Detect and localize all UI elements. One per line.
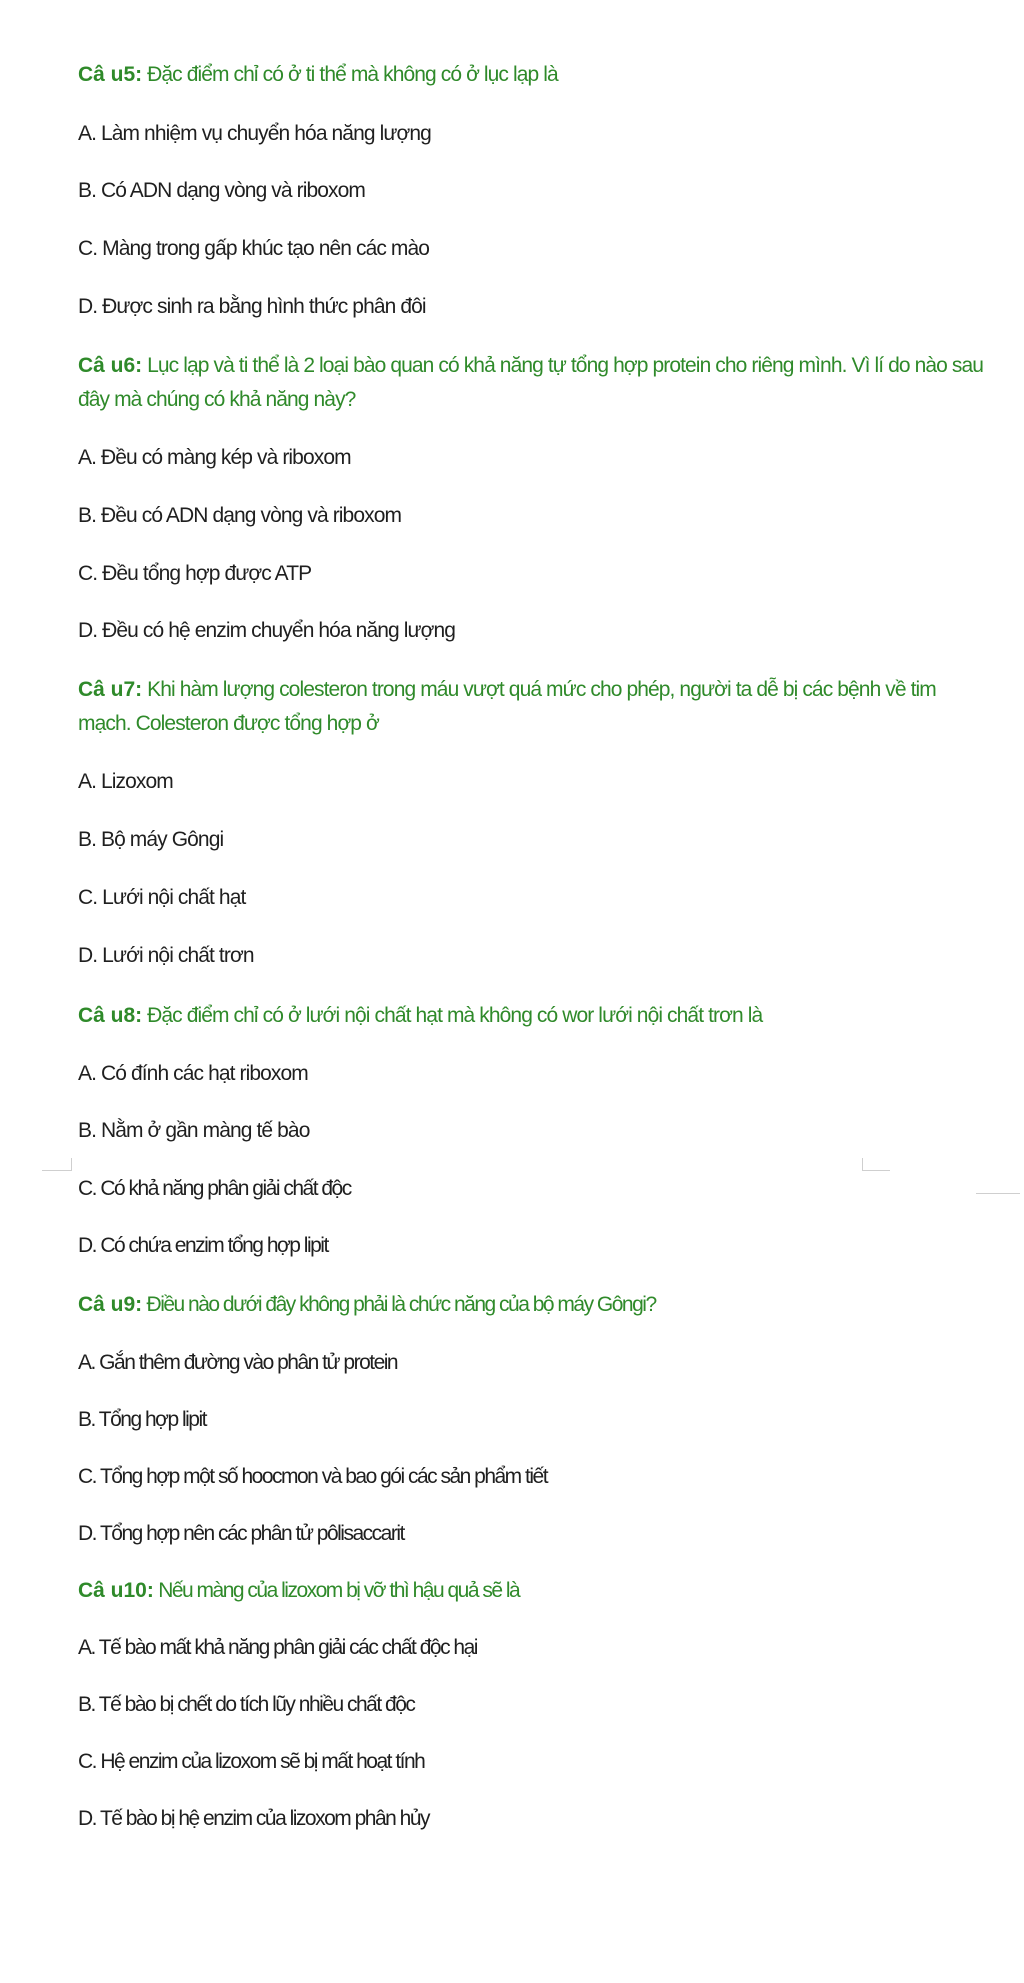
- option-10b: B. Tế bào bị chết do tích lũy nhiều chất độc: [78, 1693, 415, 1716]
- option-6a: A. Đều có màng kép và riboxom: [78, 446, 351, 469]
- option-10a: A. Tế bào mất khả năng phân giải các chất độc hại: [78, 1636, 477, 1659]
- page-corner-mark: [862, 1170, 890, 1171]
- question-text: Nếu màng của lizoxom bị vỡ thì hậu quả sẽ là: [153, 1579, 520, 1602]
- option-9d: D. Tổng hợp nên các phân tử pôlisaccarit: [78, 1522, 404, 1545]
- option-7c: C. Lưới nội chất hạt: [78, 886, 246, 909]
- question-number: Câ u8:: [78, 1004, 143, 1027]
- option-6d: D. Đều có hệ enzim chuyển hóa năng lượng: [78, 619, 456, 642]
- option-5c: C. Màng trong gấp khúc tạo nên các mào: [78, 237, 430, 260]
- option-7d: D. Lưới nội chất trơn: [78, 944, 254, 967]
- question-text: Lục lạp và ti thể là 2 loại bào quan có khả năng tự tổng hợp protein cho riêng mình. Vì lí do nào sau đây mà chúng có khả năng này?: [78, 354, 984, 411]
- option-7b: B. Bộ máy Gôngi: [78, 828, 224, 851]
- option-9b: B. Tổng hợp lipit: [78, 1408, 206, 1431]
- option-9a: A. Gắn thêm đường vào phân tử protein: [78, 1351, 398, 1374]
- question-7: [78, 673, 988, 741]
- question-9: [78, 1288, 988, 1322]
- option-5b: B. Có ADN dạng vòng và riboxom: [78, 179, 365, 202]
- question-5: [78, 58, 988, 92]
- option-8c: C. Có khả năng phân giải chất độc: [78, 1177, 351, 1200]
- option-8a: A. Có đính các hạt riboxom: [78, 1062, 308, 1085]
- option-5d: D. Được sinh ra bằng hình thức phân đôi: [78, 295, 426, 318]
- question-number: Câ u7:: [78, 678, 143, 701]
- question-text: Đặc điểm chỉ có ở ti thể mà không có ở lục lạp là: [142, 63, 558, 86]
- question-text: Đặc điểm chỉ có ở lưới nội chất hạt mà không có wor lưới nội chất trơn là: [142, 1004, 763, 1027]
- question-text: Khi hàm lượng colesteron trong máu vượt quá mức cho phép, người ta dễ bị các bệnh về tim mạch. Colesteron được tổng hợp ở: [78, 678, 936, 735]
- question-text: Điều nào dưới đây không phải là chức năng của bộ máy Gôngi?: [142, 1293, 656, 1316]
- option-9c: C. Tổng hợp một số hoocmon và bao gói các sản phẩm tiết: [78, 1465, 548, 1488]
- page-corner-mark: [42, 1170, 72, 1171]
- page-corner-mark: [862, 1158, 863, 1171]
- option-8b: B. Nằm ở gần màng tế bào: [78, 1119, 310, 1142]
- option-6b: B. Đều có ADN dạng vòng và riboxom: [78, 504, 402, 527]
- option-10d: D. Tế bào bị hệ enzim của lizoxom phân hủy: [78, 1807, 430, 1830]
- question-number: Câ u6:: [78, 354, 143, 377]
- page-corner-mark: [71, 1158, 72, 1171]
- option-10c: C. Hệ enzim của lizoxom sẽ bị mất hoạt tính: [78, 1750, 425, 1773]
- question-8: [78, 999, 988, 1033]
- question-6: [78, 349, 988, 417]
- option-5a: A. Làm nhiệm vụ chuyển hóa năng lượng: [78, 122, 431, 145]
- question-number: Câ u5:: [78, 63, 143, 86]
- option-7a: A. Lizoxom: [78, 770, 173, 793]
- option-6c: C. Đều tổng hợp được ATP: [78, 562, 312, 585]
- question-10: [78, 1574, 988, 1608]
- question-number: Câ u10:: [78, 1579, 154, 1602]
- question-number: Câ u9:: [78, 1293, 143, 1316]
- page-edge-mark: [976, 1193, 1020, 1194]
- option-8d: D. Có chứa enzim tổng hợp lipit: [78, 1234, 328, 1257]
